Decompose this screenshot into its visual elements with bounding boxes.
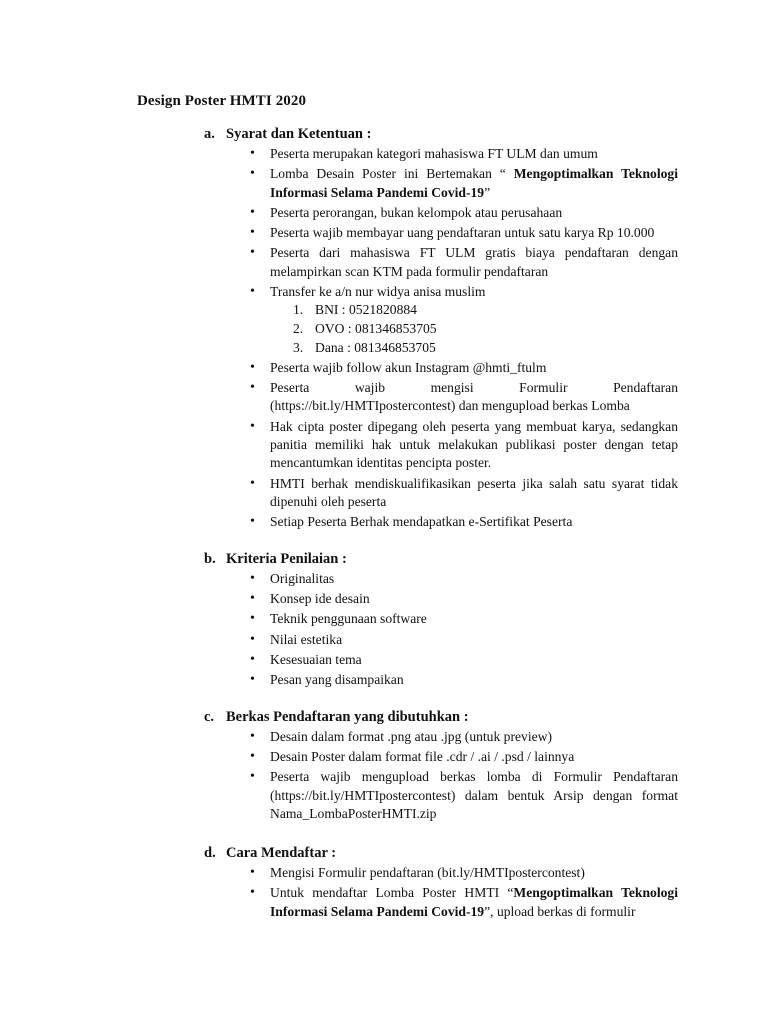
list-item	[246, 631, 678, 649]
payment-item	[293, 320, 678, 338]
item-text: Lomba Desain Poster ini Bertemakan “	[270, 166, 514, 182]
item-text: ”	[484, 184, 491, 200]
item-text: Peserta perorangan, bukan kelompok atau perusahaan	[270, 204, 563, 220]
section-letter: a.	[204, 126, 215, 142]
payment-item	[293, 301, 678, 319]
payment-list	[270, 301, 678, 357]
item-text: Pesan yang disampaikan	[270, 672, 404, 688]
section-title: Kriteria Penilaian :	[226, 551, 347, 567]
section-letter: b.	[204, 551, 216, 567]
item-text: Kesesuaian tema	[270, 651, 362, 667]
section-letter: d.	[204, 845, 216, 861]
section-b-heading	[204, 551, 347, 568]
item-text: Peserta wajib membayar uang pendaftaran untuk satu karya Rp 10.000	[270, 225, 655, 241]
list-item	[246, 283, 678, 357]
section-title: Berkas Pendaftaran yang dibutuhkan :	[226, 709, 469, 725]
list-item	[246, 418, 678, 473]
item-text: Desain dalam format .png atau .jpg (untuk preview)	[270, 729, 552, 744]
section-title: Syarat dan Ketentuan :	[226, 126, 372, 142]
list-item	[246, 748, 678, 766]
section-a-heading	[204, 126, 371, 143]
list-item	[246, 224, 678, 242]
item-text: Konsep ide desain	[270, 591, 370, 607]
list-item	[246, 359, 678, 377]
item-text: HMTI berhak mendiskualifikasikan peserta jika salah satu syarat tidak dipenuhi oleh peserta	[270, 475, 678, 510]
list-item	[246, 671, 678, 689]
item-text: Untuk mendaftar Lomba Poster HMTI “	[270, 885, 514, 901]
item-number: 3.	[293, 339, 304, 355]
item-number: 1.	[293, 302, 304, 318]
item-text: Originalitas	[270, 571, 335, 586]
list-item	[246, 204, 678, 222]
item-text: Hak cipta poster dipegang oleh peserta yang membuat karya, sedangkan panitia memiliki hak untuk melakukan publikasi poster dengan tetap mencantumkan identitas pencipta poster.	[270, 418, 678, 471]
section-letter: c.	[204, 709, 215, 725]
list-item	[246, 244, 678, 281]
item-text: Nilai estetika	[270, 631, 343, 647]
item-text: Dana : 081346853705	[315, 339, 436, 355]
item-text: Peserta merupakan kategori mahasiswa FT ULM dan umum	[270, 146, 598, 161]
list-item	[246, 590, 678, 608]
list-item	[246, 728, 678, 746]
item-theme-bold: Mengoptimalkan Teknologi Informasi Selama Pandemi Covid-19	[270, 166, 678, 200]
list-item	[246, 884, 678, 921]
item-text: OVO : 081346853705	[315, 320, 437, 336]
item-text: Peserta wajib mengupload berkas lomba di Formulir Pendaftaran (https://bit.ly/HMTIpostercontest) dalam bentuk Arsip dengan format Nama_LombaPosterHMTI.zip	[270, 769, 678, 822]
document-title: Design Poster HMTI 2020	[137, 93, 307, 109]
list-item	[246, 165, 678, 202]
item-text: Peserta dari mahasiswa FT ULM gratis biaya pendaftaran dengan melampirkan scan KTM pada formulir pendaftaran	[270, 245, 678, 279]
item-text: Peserta wajib mengisi Formulir Pendaftaran (https://bit.ly/HMTIpostercontest) dan mengupload berkas Lomba	[270, 380, 678, 414]
item-text: BNI : 0521820884	[315, 302, 417, 318]
list-item	[246, 768, 678, 823]
section-d-heading	[204, 845, 336, 862]
section-a-list	[246, 145, 678, 533]
section-c-heading	[204, 709, 469, 726]
list-item	[246, 145, 678, 163]
section-c-list	[246, 728, 678, 825]
list-item	[246, 651, 678, 669]
item-text: Desain Poster dalam format file .cdr / .ai / .psd / lainnya	[270, 749, 575, 765]
item-text: Setiap Peserta Berhak mendapatkan e-Sertifikat Peserta	[270, 514, 573, 530]
item-text: ”, upload berkas di formulir	[484, 903, 636, 919]
item-number: 2.	[293, 320, 304, 336]
item-theme-bold: Mengoptimalkan Teknologi Informasi Selama Pandemi Covid-19	[270, 885, 678, 919]
list-item	[246, 610, 678, 628]
list-item	[246, 570, 678, 588]
list-item	[246, 864, 678, 882]
list-item	[246, 379, 678, 416]
item-text: Peserta wajib follow akun Instagram @hmti_ftulm	[270, 359, 547, 375]
section-title: Cara Mendaftar :	[226, 845, 337, 861]
item-text: Transfer ke a/n nur widya anisa muslim	[270, 283, 486, 299]
list-item	[246, 475, 678, 512]
list-item	[246, 513, 678, 531]
section-b-list	[246, 570, 678, 691]
payment-item	[293, 339, 678, 357]
item-text: Mengisi Formulir pendaftaran (bit.ly/HMTIpostercontest)	[270, 865, 585, 880]
section-d-list	[246, 864, 678, 923]
item-text: Teknik penggunaan software	[270, 611, 427, 627]
